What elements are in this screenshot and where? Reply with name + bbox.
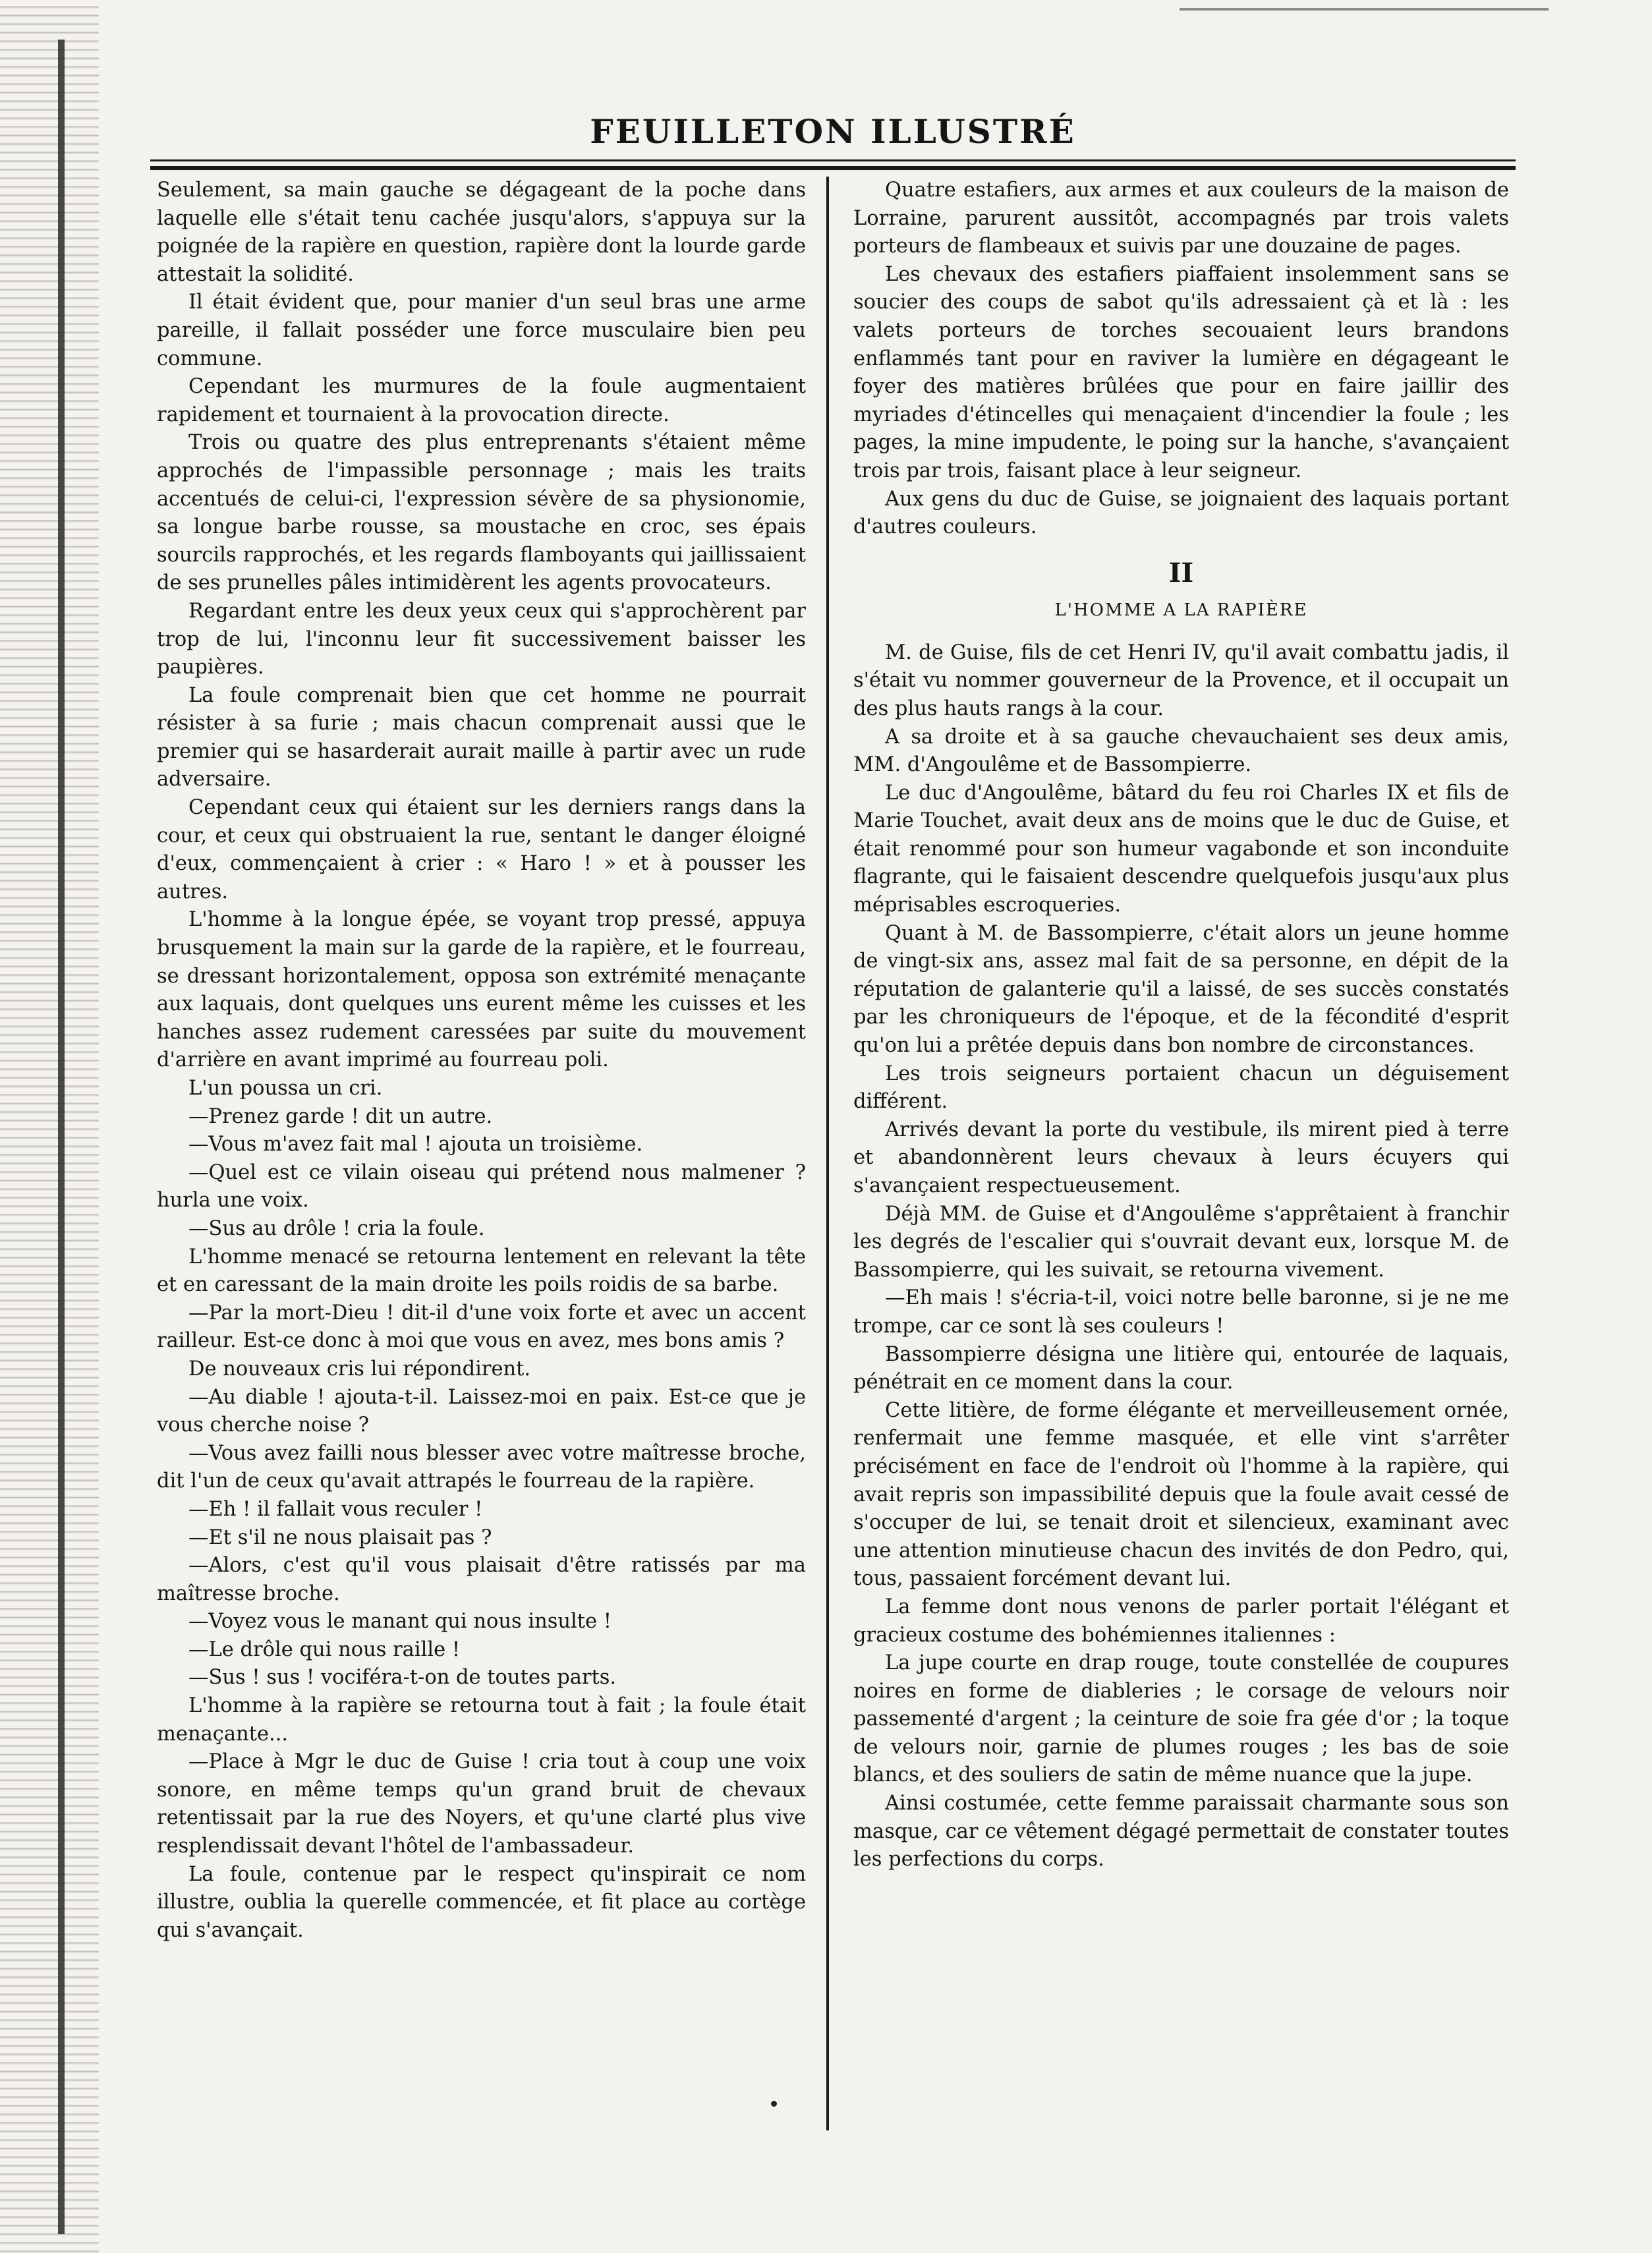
paragraph: Ainsi costumée, cette femme paraissait charmante sous son masque, car ce vêtement dégagé permettait de constater toutes les perfections du corps. [853, 1792, 1509, 1871]
paragraph: Il était évident que, pour manier d'un seul bras une arme pareille, il fallait posséder une force musculaire bien peu commune. [157, 291, 806, 370]
paragraph: —Sus ! sus ! vociféra-t-on de toutes parts. [188, 1666, 617, 1690]
paragraph: Trois ou quatre des plus entreprenants s'étaient même approchés de l'impassible personnage ; mais les traits accentués de celui-ci, l'expression sévère de sa physionomie, sa longue barbe rousse, sa moustache en croc, ses épais sourcils rapprochés, et les regards flamboyants qui jaillissaient de ses prunelles pâles intimidèrent les agents provocateurs. [157, 431, 806, 595]
ink-speck [771, 2101, 777, 2107]
paragraph: Aux gens du duc de Guise, se joignaient des laquais portant d'autres couleurs. [853, 487, 1509, 539]
paragraph: Les trois seigneurs portaient chacun un déguisement différent. [853, 1062, 1509, 1114]
paragraph: L'homme à la rapière se retourna tout à fait ; la foule était menaçante... [157, 1694, 806, 1746]
chapter-title: L'HOMME A LA RAPIÈRE [1054, 600, 1308, 620]
paragraph: Seulement, sa main gauche se dégageant de la poche dans laquelle elle s'était tenu cachée jusqu'alors, s'appuya sur la poignée de la rapière en question, rapière dont la lourde garde attestait la solidité. [157, 179, 806, 286]
page-binding-shadow [0, 0, 99, 2253]
paragraph: L'homme à la longue épée, se voyant trop pressé, appuya brusquement la main sur la garde de la rapière, et le fourreau, se dressant horizontalement, opposa son extrémité menaçante aux laquais, dont quelques uns eurent même les cuisses et les hanches assez rudement caressées par suite du mouvement d'arrière en avant imprimé au fourreau poli. [157, 908, 806, 1072]
paragraph: A sa droite et à sa gauche chevauchaient ses deux amis, MM. d'Angoulême et de Bassompierre. [853, 725, 1509, 777]
paragraph: —Au diable ! ajouta-t-il. Laissez-moi en paix. Est-ce que je vous cherche noise ? [157, 1385, 806, 1437]
page-binding-edge [58, 40, 65, 2234]
paragraph: Cette litière, de forme élégante et merveilleusement ornée, renfermait une femme masquée, et elle vint s'arrêter précisément en face de l'endroit où l'homme à la rapière, qui avait repris son impassibilité depuis que la foule avait cessé de s'occuper de lui, se tenait droit et silencieux, examinant avec une attention minutieuse chacun des invités de don Pedro, qui, tous, passaient forcément devant lui. [853, 1398, 1509, 1591]
paragraph: L'un poussa un cri. [188, 1077, 383, 1100]
paragraph: —Eh mais ! s'écria-t-il, voici notre belle baronne, si je ne me trompe, car ce sont là ses couleurs ! [853, 1286, 1509, 1338]
paragraph: Les chevaux des estafiers piaffaient insolemment sans se soucier des coups de sabot qu'ils adressaient çà et là : les valets porteurs de torches secouaient leurs brandons enflammés tant pour en raviver la lumière en dégageant le foyer des matières brûlées que pour en faire jaillir des myriades d'étincelles qui menaçaient d'incendier la foule ; les pages, la mine impudente, le poing sur la hanche, s'avançaient trois par trois, faisant place à leur seigneur. [853, 262, 1509, 482]
paragraph: —Prenez garde ! dit un autre. [188, 1104, 493, 1128]
paragraph: Cependant ceux qui étaient sur les derniers rangs dans la cour, et ceux qui obstruaient la rue, sentant le danger éloigné d'eux, commençaient à crier : « Haro ! » et à pousser les autres. [157, 796, 806, 903]
header-rule-thin [150, 159, 1516, 161]
paragraph: —Place à Mgr le duc de Guise ! cria tout à coup une voix sonore, en même temps qu'un grand bruit de chevaux retentissait par la rue des Noyers, et qu'une clarté plus vive resplendissait devant l'hôtel de l'ambassadeur. [157, 1750, 806, 1858]
paragraph: —Vous m'avez fait mal ! ajouta un troisième. [188, 1133, 643, 1156]
paragraph: —Par la mort-Dieu ! dit-il d'une voix forte et avec un accent railleur. Est-ce donc à moi que vous en avez, mes bons amis ? [157, 1301, 806, 1353]
print-scratch-mark [1180, 8, 1549, 11]
paragraph: M. de Guise, fils de cet Henri IV, qu'il avait combattu jadis, il s'était vu nommer gouverneur de la Provence, et il occupait un des plus hauts rangs à la cour. [853, 641, 1509, 720]
paragraph: Quant à M. de Bassompierre, c'était alors un jeune homme de vingt-six ans, assez mal fait de sa personne, en dépit de la réputation de galanterie qu'il a laissé, de ses succès constatés par les chroniqueurs de l'époque, et de la fécondité d'esprit qu'on lui a prêtée depuis dans bon nombre de circonstances. [853, 921, 1509, 1058]
left-column [157, 177, 806, 2186]
paragraph: —Eh ! il fallait vous reculer ! [188, 1497, 483, 1521]
paragraph: —Voyez vous le manant qui nous insulte ! [188, 1610, 612, 1634]
right-column [853, 177, 1509, 2186]
header-rule-thick [150, 166, 1516, 170]
paragraph: Bassompierre désigna une litière qui, entourée de laquais, pénétrait en ce moment dans la cour. [853, 1342, 1509, 1394]
paragraph: —Sus au drôle ! cria la foule. [188, 1216, 485, 1240]
paragraph: —Quel est ce vilain oiseau qui prétend nous malmener ? hurla une voix. [157, 1160, 806, 1212]
running-title: FEUILLETON ILLUSTRÉ [590, 112, 1076, 151]
paragraph: La foule, contenue par le respect qu'inspirait ce nom illustre, oublia la querelle commencée, et fit place au cortège qui s'avançait. [157, 1862, 806, 1942]
paragraph: —Et s'il ne nous plaisait pas ? [188, 1526, 492, 1549]
paragraph: L'homme menacé se retourna lentement en relevant la tête et en caressant de la main droite les poils roidis de sa barbe. [157, 1245, 806, 1297]
paragraph: Regardant entre les deux yeux ceux qui s'approchèrent par trop de lui, l'inconnu leur fit successivement baisser les paupières. [157, 599, 806, 679]
paragraph: Arrivés devant la porte du vestibule, ils mirent pied à terre et abandonnèrent leurs chevaux à leurs écuyers qui s'avançaient respectueusement. [853, 1118, 1509, 1197]
paragraph: Déjà MM. de Guise et d'Angoulême s'apprêtaient à franchir les degrés de l'escalier qui s'ouvrait devant eux, lorsque M. de Bassompierre, qui les suivait, se retourna vivement. [853, 1202, 1509, 1282]
paragraph: La femme dont nous venons de parler portait l'élégant et gracieux costume des bohémiennes italiennes : [853, 1595, 1509, 1647]
paragraph: Cependant les murmures de la foule augmentaient rapidement et tournaient à la provocation directe. [157, 375, 806, 426]
paragraph: —Le drôle qui nous raille ! [188, 1638, 461, 1661]
paragraph: La jupe courte en drap rouge, toute constellée de coupures noires en forme de diableries ; le corsage de velours noir passementé d'argent ; la ceinture de soie fra gée d'or ; la toque de velours noir, garnie de plumes rouges ; les bas de soie blancs, et des souliers de satin de même nuance que la jupe. [853, 1651, 1509, 1787]
paragraph: —Alors, c'est qu'il vous plaisait d'être ratissés par ma maîtresse broche. [157, 1554, 806, 1605]
paragraph: —Vous avez failli nous blesser avec votre maîtresse broche, dit l'un de ceux qu'avait attrapés le fourreau de la rapière. [157, 1441, 806, 1493]
paragraph: Quatre estafiers, aux armes et aux couleurs de la maison de Lorraine, parurent aussitôt, accompagnés par trois valets porteurs de flambeaux et suivis par une douzaine de pages. [853, 179, 1509, 258]
chapter-number: II [1168, 557, 1194, 588]
paragraph: La foule comprenait bien que cet homme ne pourrait résister à sa furie ; mais chacun comprenait aussi que le premier qui se hasarderait aurait maille à partir avec un rude adversaire. [157, 683, 806, 791]
paragraph: De nouveaux cris lui répondirent. [188, 1357, 531, 1381]
column-divider [826, 177, 829, 2130]
paragraph: Le duc d'Angoulême, bâtard du feu roi Charles IX et fils de Marie Touchet, avait deux ans de moins que le duc de Guise, et était renommé pour son humeur vagabonde et son inconduite flagrante, qui le faisaient descendre quelquefois jusqu'aux plus méprisables escroqueries. [853, 781, 1509, 917]
